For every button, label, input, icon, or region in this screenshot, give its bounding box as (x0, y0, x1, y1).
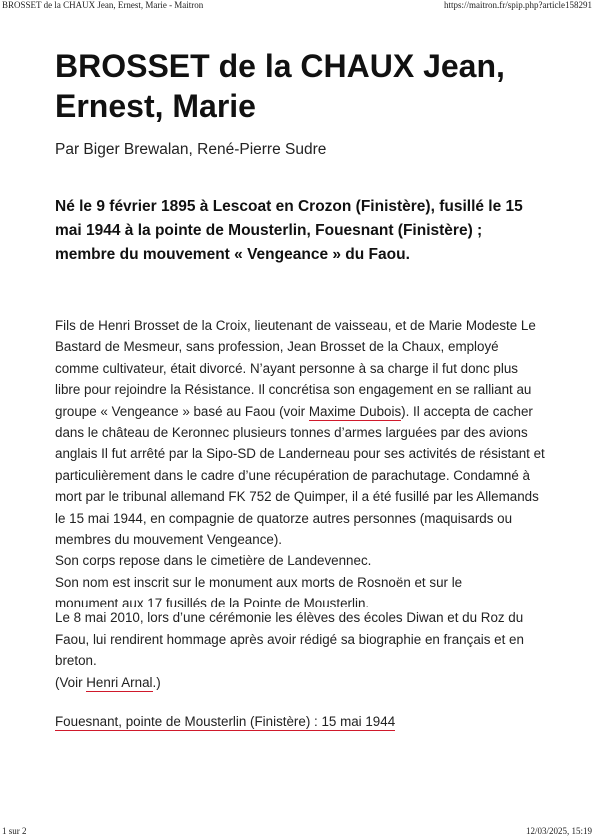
body-paragraph-3 (55, 572, 545, 607)
paragraph-text: .) (152, 674, 161, 690)
article (55, 46, 545, 732)
body-paragraph-5 (55, 672, 545, 693)
link-henri-arnal[interactable]: Henri Arnal (86, 674, 153, 690)
article-body (55, 315, 545, 693)
link-execution-place[interactable]: Fouesnant, pointe de Mousterlin (Finistère) : 15 mai 1944 (55, 713, 396, 729)
print-footer (0, 826, 594, 836)
print-header (0, 0, 594, 10)
body-paragraph-4: Le 8 mai 2010, lors d’une cérémonie les élèves des écoles Diwan et du Roz du Faou, lui rendirent hommage après avoir rédigé sa biographie en français et en breton. (55, 610, 524, 669)
print-timestamp: 12/03/2025, 15:19 (525, 826, 592, 836)
paragraph-text: ). Il accepta de cacher dans le château de Keronnec plusieurs tonnes d’armes larguées par des avions anglais Il fut arrêté par la Sipo-SD de Landerneau pour ses activités de résistant et particulièrement dans le cadre d’une récupération de parachutage. Condamné à mort par le tribunal allemand FK 752 de Quimper, il a été fusillé par les Allemands le 15 mai 1944, en compagnie de quatorze autres personnes (maquisards ou membres du mouvement Vengeance). (55, 403, 545, 548)
paragraph-text: Fils de Henri Brosset de la Croix, lieutenant de vaisseau, et de Marie Modeste Le Bastard de Mesmeur, sans profession, Jean Brosset de la Chaux, employé comme cultivateur, était divorcé. N’ayant personne à sa charge il fut donc plus libre pour rejoindre la Résistance. Il concrétisa son engagement en se ralliant au groupe « Vengeance » basé au Faou (voir (55, 318, 536, 419)
article-authors: Par Biger Brewalan, René-Pierre Sudre (55, 141, 327, 158)
paragraph-line: Son nom est inscrit sur le monument aux morts de Rosnoën et sur le (55, 574, 463, 590)
paragraph-line-clipped: monument aux 17 fusillés de la Pointe de Mousterlin. (55, 596, 370, 608)
print-header-url: https://maitron.fr/spip.php?article158291 (444, 0, 592, 10)
body-paragraph-1 (55, 315, 545, 550)
page-number: 1 sur 2 (2, 826, 27, 836)
execution-place (55, 712, 545, 732)
body-paragraph-2: Son corps repose dans le cimetière de Landevennec. (55, 553, 372, 569)
article-summary: Né le 9 février 1895 à Lescoat en Crozon (Finistère), fusillé le 15 mai 1944 à la pointe de Mousterlin, Fouesnant (Finistère) ; membre du mouvement « Vengeance » du Faou. (55, 198, 523, 263)
article-title: BROSSET de la CHAUX Jean, Ernest, Marie (55, 48, 505, 124)
paragraph-text: (Voir (55, 674, 87, 690)
print-header-title: BROSSET de la CHAUX Jean, Ernest, Marie - Maitron (2, 0, 204, 10)
link-maxime-dubois[interactable]: Maxime Dubois (308, 403, 402, 419)
